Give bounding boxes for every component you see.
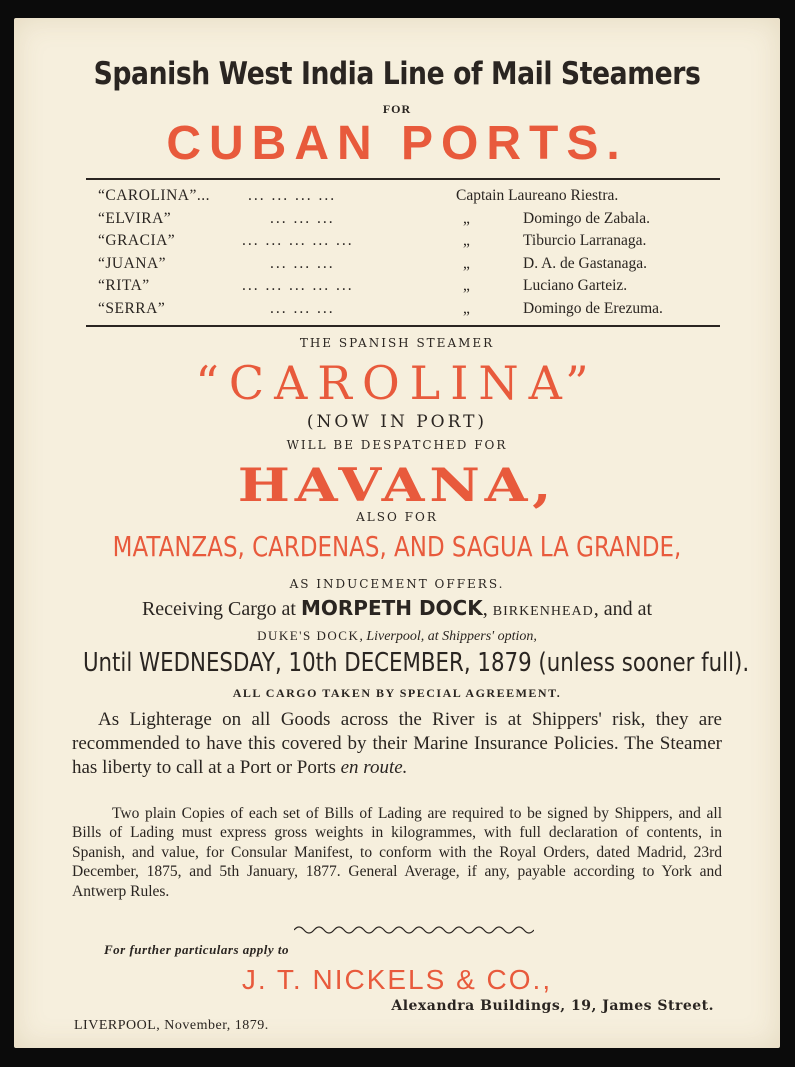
ship-dots: ... ... ... [270,209,335,227]
ship-ditto: „ [463,209,470,227]
ship-ditto: „ [463,232,470,249]
notice-card [14,18,780,1048]
ship-dots: ... ... ... ... [248,187,337,204]
ship-captain: Domingo de Erezuma. [523,299,663,317]
ship-row [98,277,728,300]
ship-ditto: „ [463,299,470,317]
morpeth-dock: MORPETH DOCK [300,596,483,620]
ship-row [98,255,728,278]
lighterage-paragraph [72,708,722,780]
ship-name: “ELVIRA” [98,209,172,227]
birkenhead: BIRKENHEAD [492,604,594,619]
bills-text: Two plain Copies of each set of Bills of Lading are required to be signed by Shippers, and all Bills of Lading must express gross weights in kilogrammes, with full declaration of contents, in Spanish, and value, for Consular Manifest, to conform with the Royal Orders, dated Madrid, 23rd December, 1875, and 5th January, 1877. General Average, if any, payable according to York and Antwerp Rules. [72,805,722,900]
receiving-pre: Receiving Cargo at [141,598,301,620]
bills-paragraph [72,804,722,901]
ship-dots: ... ... ... ... ... [242,277,354,294]
ship-captain: Domingo de Zabala. [523,209,650,227]
other-ports-heading: MATANZAS, CARDENAS, AND SAGUA LA GRANDE, [112,530,682,563]
dukes-dock: DUKE'S DOCK [257,628,360,643]
lighterage-text: As Lighterage on all Goods across the River is at Shippers' risk, they are recommended to have this covered by their Marine Insurance Policies. The Steamer has liberty to call at a Port or Ports [72,709,722,778]
wavy-divider [294,924,534,936]
ship-captain: Tiburcio Larranaga. [523,232,647,249]
ship-captain: Captain Laureano Riestra. [456,187,619,204]
dateline: LIVERPOOL, November, 1879. [74,1018,269,1033]
ship-captain: Luciano Garteiz. [523,277,628,294]
ship-name: “CAROLINA”... [98,187,210,204]
ship-list [98,187,728,322]
for-word: FOR [382,102,412,116]
cuban-ports-heading: CUBAN PORTS. [166,117,628,170]
further-particulars: For further particulars apply to [104,942,290,957]
carolina-heading: “CAROLINA” [195,356,599,410]
receiving-line [14,596,780,621]
inducement-label: AS INDUCEMENT OFFERS. [289,577,505,591]
spanish-steamer-label: THE SPANISH STEAMER [299,336,495,350]
agent-address: Alexandra Buildings, 19, James Street. [391,998,714,1014]
en-route: en route. [340,757,408,778]
now-in-port-label: (NOW IN PORT) [306,412,488,432]
ship-row [98,210,728,233]
all-cargo-label: ALL CARGO TAKEN BY SPECIAL AGREEMENT. [232,686,562,700]
ship-row [98,187,728,210]
ship-name: “GRACIA” [98,232,176,249]
receiving-post: , and at [593,598,653,620]
ship-row [98,300,728,323]
line-title: Spanish West India Line of Mail Steamers [93,56,701,92]
agent-name: J. T. NICKELS & CO., [241,964,553,995]
receiving-mid: , [482,598,493,620]
ship-ditto: „ [463,277,470,294]
dukes-post: , Liverpool, at Shippers' option, [359,629,537,644]
ship-name: “JUANA” [98,254,167,272]
ship-dots: ... ... ... [270,299,335,317]
ship-dots: ... ... ... ... ... [242,232,354,249]
top-rule [86,178,720,180]
ship-row [98,232,728,255]
ship-captain: D. A. de Gastanaga. [523,254,647,272]
ship-name: “RITA” [98,277,150,294]
also-for-label: ALSO FOR [356,510,438,524]
ship-name: “SERRA” [98,299,166,317]
ship-dots: ... ... ... [270,254,335,272]
bottom-rule [86,325,720,327]
dukes-dock-line [14,628,780,645]
havana-heading: HAVANA, [237,458,557,512]
until-date: Until WEDNESDAY, 10th DECEMBER, 1879 (unless sooner full). [82,648,750,678]
despatched-label: WILL BE DESPATCHED FOR [286,438,508,452]
ship-ditto: „ [463,254,470,272]
